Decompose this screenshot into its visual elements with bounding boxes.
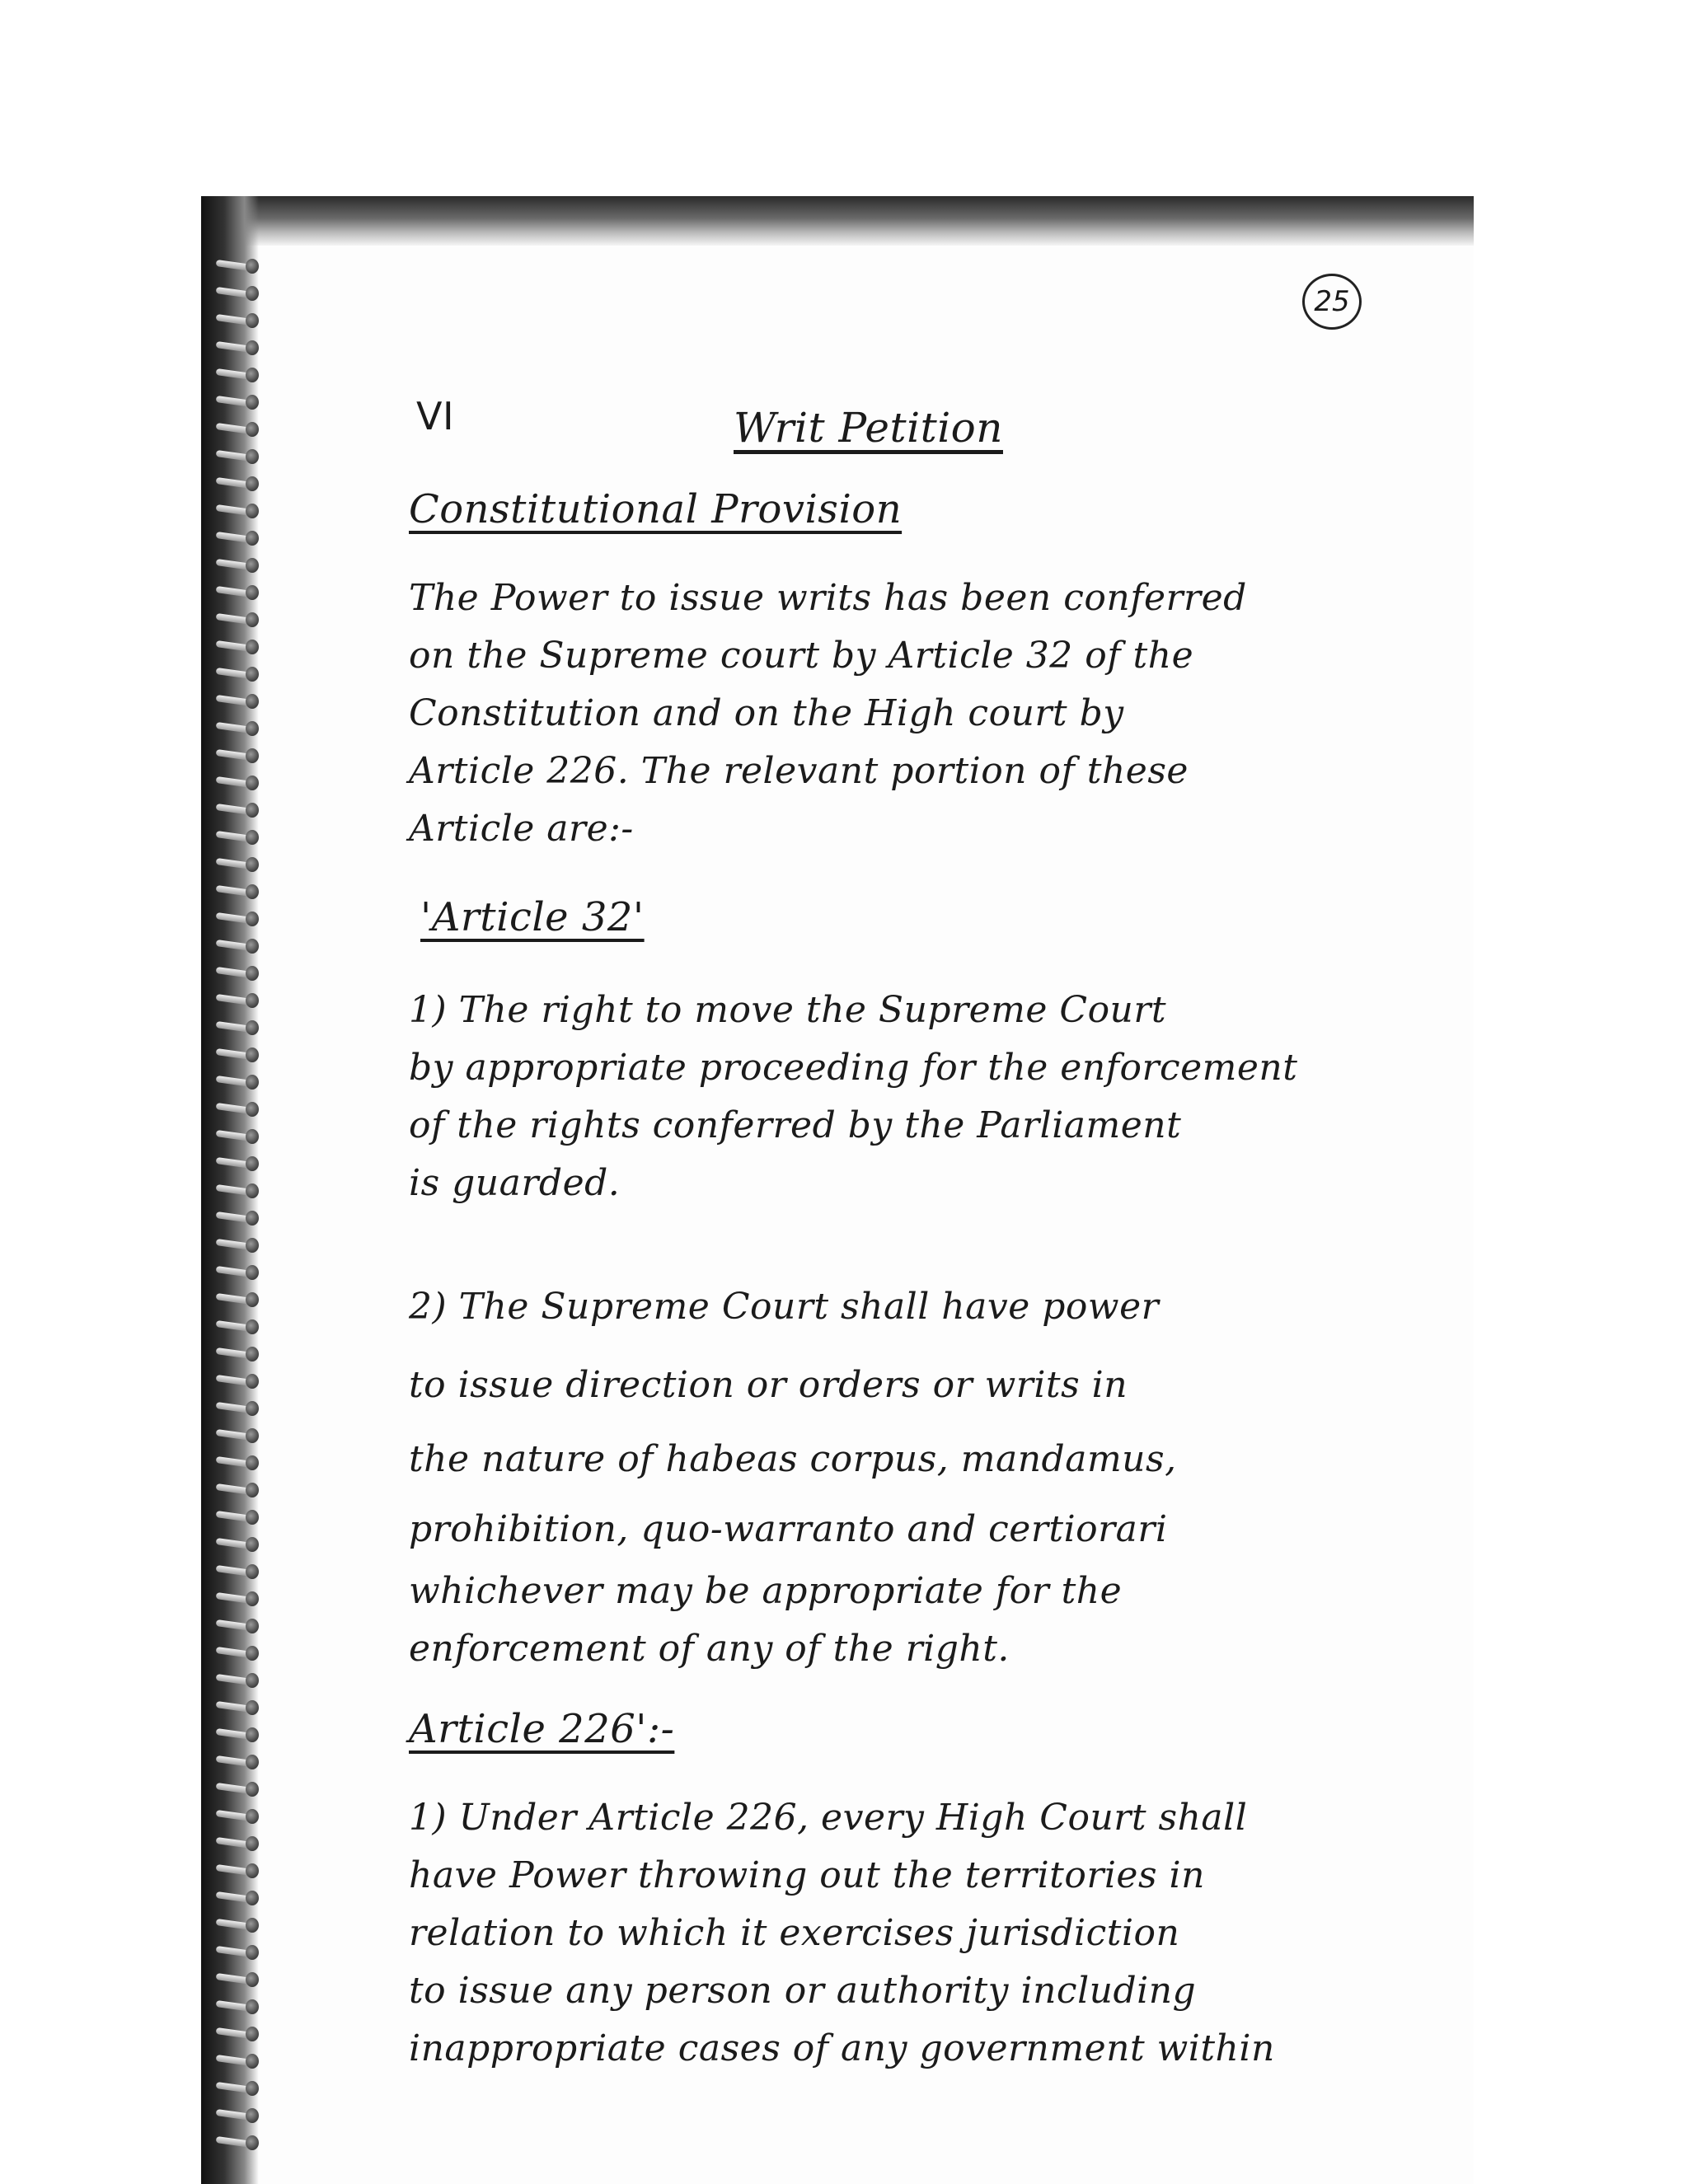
- spiral-coil: [213, 908, 265, 928]
- spiral-coil: [213, 745, 265, 765]
- article32-para1-line: of the rights conferred by the Parliament: [409, 1104, 1182, 1146]
- spiral-coil: [213, 1507, 265, 1526]
- spiral-coil: [213, 827, 265, 846]
- spiral-coil: [213, 881, 265, 901]
- spiral-coil: [213, 1289, 265, 1309]
- spiral-coil: [213, 799, 265, 819]
- article226-para1-line: inappropriate cases of any government within: [409, 2027, 1275, 2069]
- spiral-coil: [213, 555, 265, 574]
- spiral-coil: [213, 1071, 265, 1091]
- spiral-coil: [213, 1398, 265, 1418]
- spiral-coil: [213, 1887, 265, 1907]
- article32-para2-line: 2) The Supreme Court shall have power: [409, 1286, 1160, 1328]
- spiral-coil: [213, 364, 265, 384]
- spiral-coil: [213, 1371, 265, 1390]
- spiral-coil: [213, 473, 265, 493]
- heading-constitutional-provision: Constitutional Provision: [409, 486, 903, 532]
- article226-para1-line: relation to which it exercises jurisdiction: [409, 1912, 1180, 1954]
- spiral-coil: [213, 1262, 265, 1282]
- spiral-coil: [213, 419, 265, 438]
- spiral-coil: [213, 1126, 265, 1146]
- spiral-coil: [213, 2132, 265, 2152]
- intro-line: Article are:-: [409, 808, 634, 850]
- spiral-coil: [213, 2023, 265, 2043]
- spiral-coil: [213, 854, 265, 874]
- spiral-coil: [213, 337, 265, 357]
- spiral-coil: [213, 1643, 265, 1662]
- spiral-coil: [213, 255, 265, 275]
- spiral-coil: [213, 1806, 265, 1825]
- page-title: Writ Petition: [734, 404, 1003, 452]
- article32-para2-line: enforcement of any of the right.: [409, 1628, 1010, 1670]
- article226-para1-line: 1) Under Article 226, every High Court shall: [409, 1797, 1248, 1839]
- spiral-coil: [213, 1425, 265, 1445]
- intro-line: Article 226. The relevant portion of these: [409, 750, 1189, 792]
- spiral-coil: [213, 663, 265, 683]
- section-mark: VI: [416, 394, 455, 438]
- spiral-coil: [213, 1180, 265, 1200]
- spiral-coil: [213, 1751, 265, 1771]
- page-number: 25: [1302, 274, 1362, 330]
- intro-line: The Power to issue writs has been conferred: [409, 577, 1247, 619]
- intro-line: Constitution and on the High court by: [409, 692, 1124, 734]
- spiral-coil: [213, 391, 265, 411]
- spiral-coil: [213, 718, 265, 738]
- spiral-coil: [213, 1779, 265, 1798]
- spiral-coil: [213, 2078, 265, 2097]
- spiral-coil: [213, 1915, 265, 1934]
- spiral-coil: [213, 582, 265, 602]
- spiral-coil: [213, 1942, 265, 1961]
- heading-article-226: Article 226':-: [409, 1706, 675, 1752]
- article32-para1-line: by appropriate proceeding for the enforcement: [409, 1047, 1298, 1089]
- spiral-coil: [213, 1044, 265, 1064]
- spiral-coil: [213, 1724, 265, 1744]
- spiral-coil: [213, 1099, 265, 1118]
- spiral-coil: [213, 1969, 265, 1989]
- intro-line: on the Supreme court by Article 32 of the: [409, 635, 1194, 677]
- spiral-coil: [213, 1479, 265, 1499]
- spiral-coil: [213, 1996, 265, 2016]
- article226-para1-line: to issue any person or authority including: [409, 1970, 1197, 2012]
- spiral-coil: [213, 1588, 265, 1608]
- spiral-coil: [213, 990, 265, 1010]
- spiral-coil: [213, 609, 265, 629]
- article32-para1-line: is guarded.: [409, 1162, 621, 1204]
- article32-para1-line: 1) The right to move the Supreme Court: [409, 989, 1167, 1031]
- article32-para2-line: the nature of habeas corpus, mandamus,: [409, 1438, 1177, 1480]
- spiral-coil: [213, 1561, 265, 1581]
- spiral-coil: [213, 963, 265, 982]
- spiral-coil: [213, 1670, 265, 1690]
- spiral-coil: [213, 1534, 265, 1554]
- spiral-binding: [213, 255, 270, 2184]
- spiral-coil: [213, 2050, 265, 2070]
- spiral-coil: [213, 1207, 265, 1227]
- heading-article-32: 'Article 32': [420, 894, 645, 940]
- spiral-coil: [213, 1235, 265, 1254]
- article32-para2-line: to issue direction or orders or writs in: [409, 1364, 1128, 1406]
- spiral-coil: [213, 1615, 265, 1635]
- spiral-coil: [213, 2105, 265, 2125]
- article32-para2-line: prohibition, quo-warranto and certiorari: [409, 1508, 1168, 1550]
- spiral-coil: [213, 772, 265, 792]
- spiral-coil: [213, 1017, 265, 1037]
- spiral-coil: [213, 1343, 265, 1363]
- spiral-coil: [213, 1697, 265, 1717]
- spiral-coil: [213, 1833, 265, 1853]
- spiral-coil: [213, 500, 265, 520]
- spiral-coil: [213, 310, 265, 330]
- article32-para2-line: whichever may be appropriate for the: [409, 1570, 1123, 1612]
- spiral-coil: [213, 1316, 265, 1336]
- article226-para1-line: have Power throwing out the territories in: [409, 1854, 1205, 1896]
- spiral-coil: [213, 691, 265, 710]
- spiral-coil: [213, 1860, 265, 1880]
- spiral-coil: [213, 1452, 265, 1472]
- spiral-coil: [213, 446, 265, 466]
- page-top-shadow: [201, 196, 1474, 246]
- spiral-coil: [213, 1153, 265, 1173]
- spiral-coil: [213, 935, 265, 955]
- spiral-coil: [213, 636, 265, 656]
- spiral-coil: [213, 527, 265, 547]
- spiral-coil: [213, 283, 265, 302]
